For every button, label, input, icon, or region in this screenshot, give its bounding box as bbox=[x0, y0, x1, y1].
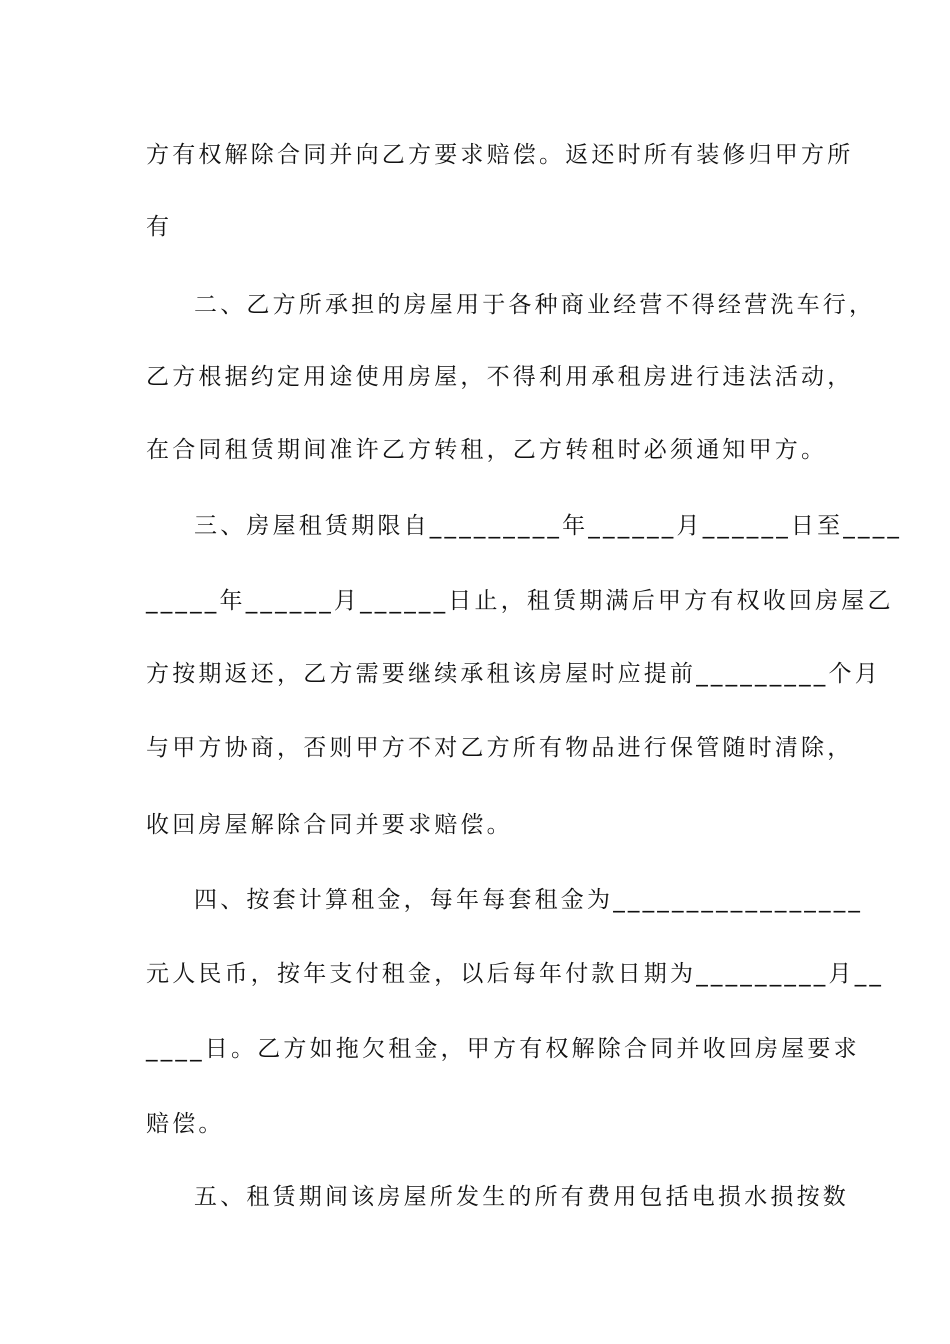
text-line-2: 有 bbox=[146, 214, 173, 240]
text-line-6-clause-3: 三、房屋租赁期限自_________年______月______日至____ bbox=[194, 513, 903, 539]
text-line-14: 赔偿。 bbox=[146, 1111, 225, 1137]
text-line-3-clause-2: 二、乙方所承担的房屋用于各种商业经营不得经营洗车行， bbox=[194, 292, 876, 318]
text-line-1: 方有权解除合同并向乙方要求赔偿。返还时所有装修归甲方所 bbox=[146, 142, 854, 168]
text-line-7: _____年______月______日止，租赁期满后甲方有权收回房屋乙 bbox=[146, 588, 894, 614]
text-line-9: 与甲方协商，否则甲方不对乙方所有物品进行保管随时清除， bbox=[146, 735, 854, 761]
text-line-11-clause-4: 四、按套计算租金，每年每套租金为_________________ bbox=[194, 887, 864, 913]
text-line-5: 在合同租赁期间准许乙方转租，乙方转租时必须通知甲方。 bbox=[146, 437, 828, 463]
text-line-10: 收回房屋解除合同并要求赔偿。 bbox=[146, 812, 513, 838]
text-line-12: 元人民币，按年支付租金，以后每年付款日期为_________月__ bbox=[146, 961, 885, 987]
text-line-4: 乙方根据约定用途使用房屋，不得利用承租房进行违法活动， bbox=[146, 364, 854, 390]
text-line-8: 方按期返还，乙方需要继续承租该房屋时应提前_________个月 bbox=[146, 661, 881, 687]
text-line-15-clause-5: 五、租赁期间该房屋所发生的所有费用包括电损水损按数 bbox=[194, 1184, 849, 1210]
text-line-13: ____日。乙方如拖欠租金，甲方有权解除合同并收回房屋要求 bbox=[146, 1036, 860, 1062]
